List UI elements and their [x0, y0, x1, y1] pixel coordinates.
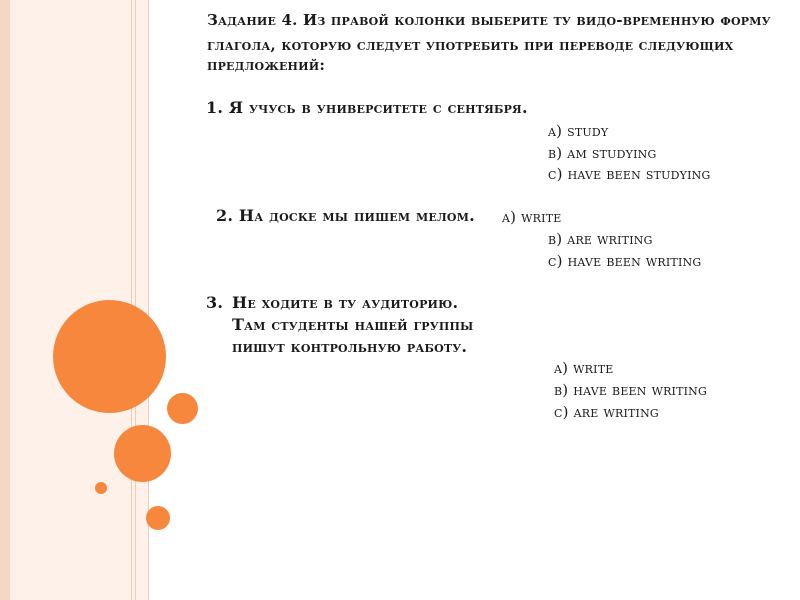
q1-option-b: в) am studying — [548, 144, 657, 162]
q2-option-c: c) have been writing — [548, 252, 702, 270]
decor-circle-small — [167, 393, 198, 424]
q2-option-a: a) write — [502, 208, 562, 226]
q1-option-a: a) study — [548, 122, 609, 140]
task-heading-line-3: предложений: — [207, 56, 326, 74]
decor-line — [131, 0, 132, 600]
left-band-edge — [0, 0, 10, 600]
decor-circle-tiny — [95, 482, 107, 494]
task-heading-line-2: глагола, которую следует употребить при переводе следующих — [207, 36, 734, 54]
question-3-line-1: Не ходите в ту аудиторию. — [232, 293, 459, 312]
q3-option-a: a) write — [554, 359, 614, 377]
question-1: 1. Я учусь в университете с сентября. — [206, 98, 528, 117]
q2-option-b: в) are writing — [548, 230, 653, 248]
question-3-number: 3. — [206, 293, 224, 312]
question-3-line-3: пишут контрольную работу. — [232, 337, 468, 356]
question-2: 2. На доске мы пишем мелом. — [216, 206, 475, 225]
decor-line — [135, 0, 136, 600]
question-3-line-2: Там студенты нашей группы — [232, 315, 474, 334]
q3-option-b: в) have been writing — [554, 381, 707, 399]
decor-circle-small — [146, 506, 170, 530]
decor-circle-large — [53, 300, 166, 413]
q3-option-c: c) are writing — [554, 403, 659, 421]
decor-circle-medium — [114, 425, 171, 482]
q1-option-c: c) have been studying — [548, 165, 711, 183]
left-band — [0, 0, 148, 600]
task-heading-line-1: Задание 4. Из правой колонки выберите ту видо-временную форму — [207, 11, 771, 29]
